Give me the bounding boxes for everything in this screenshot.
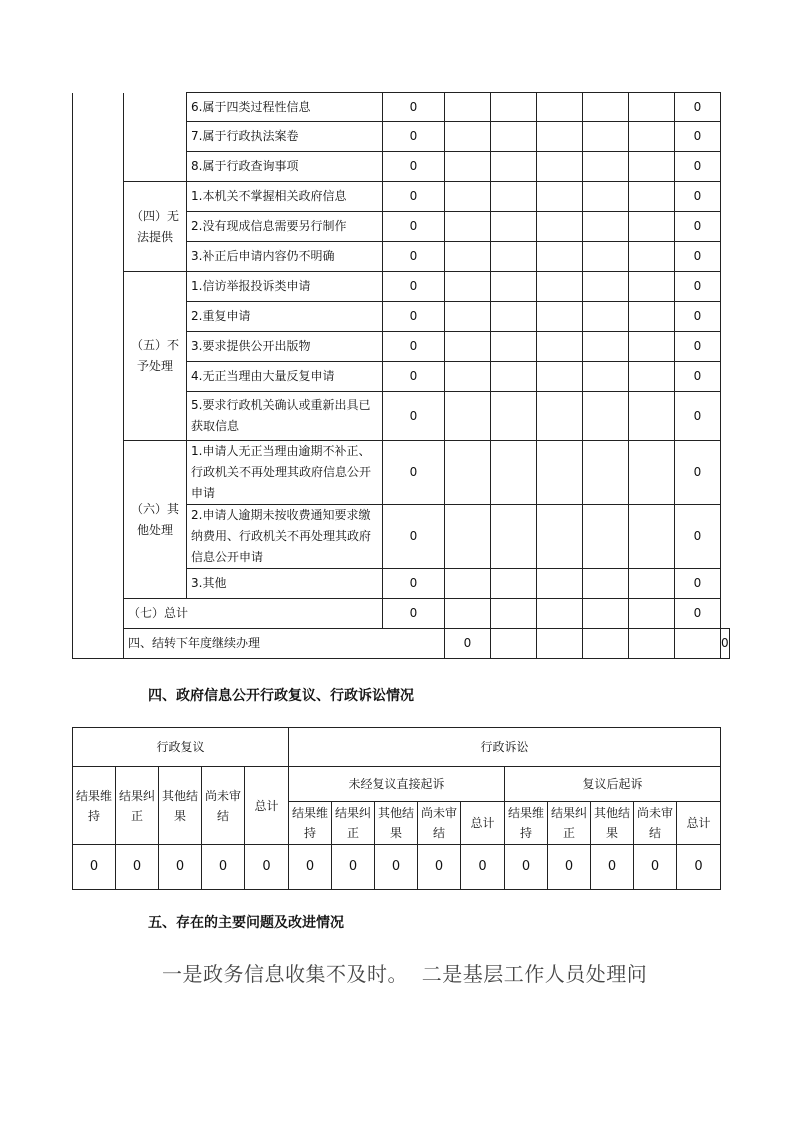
direct-col: 结果维持 [289, 802, 332, 845]
table-row [73, 182, 730, 212]
first-value-cell: 0 [383, 505, 445, 569]
values-row [73, 845, 721, 890]
empty-cell [629, 599, 675, 629]
table-row [73, 93, 730, 122]
last-value-cell: 0 [675, 182, 721, 212]
empty-cell [445, 392, 491, 441]
value-cell: 0 [202, 845, 245, 890]
first-value-cell: 0 [383, 441, 445, 505]
empty-cell [445, 441, 491, 505]
empty-cell [629, 441, 675, 505]
empty-cell [537, 392, 583, 441]
after-col: 尚未审结 [634, 802, 677, 845]
after-col: 结果维持 [505, 802, 548, 845]
value-cell: 0 [418, 845, 461, 890]
row-label: 2.重复申请 [187, 302, 383, 332]
empty-cell [445, 242, 491, 272]
direct-col: 其他结果 [375, 802, 418, 845]
group-label: （五）不予处理 [124, 272, 187, 441]
review-col: 结果纠正 [116, 767, 159, 845]
empty-cell [491, 569, 537, 599]
row-label: 4.无正当理由大量反复申请 [187, 362, 383, 392]
empty-cell [491, 441, 537, 505]
empty-cell [491, 182, 537, 212]
empty-cell [491, 93, 537, 122]
last-value-cell: 0 [675, 569, 721, 599]
empty-cell [537, 182, 583, 212]
after-col: 其他结果 [591, 802, 634, 845]
last-value-cell: 0 [675, 332, 721, 362]
empty-cell [445, 505, 491, 569]
empty-cell [629, 212, 675, 242]
carry-row [73, 629, 730, 659]
empty-cell [445, 182, 491, 212]
empty-cell [491, 152, 537, 182]
empty-cell [537, 93, 583, 122]
empty-cell [583, 182, 629, 212]
empty-cell [583, 272, 629, 302]
carry-last: 0 [721, 629, 730, 659]
total-last: 0 [675, 599, 721, 629]
empty-cell [537, 242, 583, 272]
empty-cell [445, 212, 491, 242]
review-header: 行政复议 [73, 728, 289, 767]
last-value-cell: 0 [675, 272, 721, 302]
empty-cell [537, 599, 583, 629]
group-label: （六）其他处理 [124, 441, 187, 599]
empty-cell [583, 302, 629, 332]
total-label: （七）总计 [124, 599, 383, 629]
empty-cell [629, 332, 675, 362]
value-cell: 0 [116, 845, 159, 890]
disposal-table [72, 92, 730, 659]
table-row [73, 272, 730, 302]
empty-cell [583, 93, 629, 122]
empty-cell [583, 242, 629, 272]
value-cell: 0 [548, 845, 591, 890]
empty-cell [537, 152, 583, 182]
empty-cell [537, 212, 583, 242]
empty-cell [491, 332, 537, 362]
empty-cell [491, 242, 537, 272]
empty-cell [629, 362, 675, 392]
first-value-cell: 0 [383, 122, 445, 152]
row-label: 5.要求行政机关确认或重新出具已获取信息 [187, 392, 383, 441]
empty-cell [491, 212, 537, 242]
empty-cell [537, 441, 583, 505]
empty-cell [583, 362, 629, 392]
row-label: 7.属于行政执法案卷 [187, 122, 383, 152]
row-label: 1.申请人无正当理由逾期不补正、行政机关不再处理其政府信息公开申请 [187, 441, 383, 505]
empty-cell [537, 569, 583, 599]
empty-cell [537, 362, 583, 392]
value-cell: 0 [375, 845, 418, 890]
row-label: 3.其他 [187, 569, 383, 599]
empty-cell [583, 152, 629, 182]
empty-cell [583, 505, 629, 569]
empty-cell [629, 152, 675, 182]
group-cell [124, 93, 187, 182]
group-label: （四）无法提供 [124, 182, 187, 272]
empty-cell [537, 302, 583, 332]
empty-cell [445, 332, 491, 362]
last-value-cell: 0 [675, 93, 721, 122]
empty-cell [445, 569, 491, 599]
litigation-header: 行政诉讼 [289, 728, 721, 767]
empty-cell [537, 122, 583, 152]
empty-cell [583, 332, 629, 362]
empty-cell [583, 212, 629, 242]
empty-cell [629, 302, 675, 332]
direct-col: 结果纠正 [332, 802, 375, 845]
value-cell: 0 [245, 845, 289, 890]
after-review-header: 复议后起诉 [505, 767, 721, 802]
row-label: 2.申请人逾期未按收费通知要求缴纳费用、行政机关不再处理其政府信息公开申请 [187, 505, 383, 569]
empty-cell [491, 392, 537, 441]
empty-cell [583, 122, 629, 152]
total-row [73, 599, 730, 629]
empty-cell [445, 93, 491, 122]
first-value-cell: 0 [383, 362, 445, 392]
review-col: 尚未审结 [202, 767, 245, 845]
value-cell: 0 [289, 845, 332, 890]
empty-cell [629, 629, 675, 659]
total-first: 0 [383, 599, 445, 629]
section5-text: 一是政务信息收集不及时。 二是基层工作人员处理问 [162, 962, 648, 986]
value-cell: 0 [634, 845, 677, 890]
review-col: 其他结果 [159, 767, 202, 845]
value-cell: 0 [332, 845, 375, 890]
empty-cell [629, 242, 675, 272]
last-value-cell: 0 [675, 152, 721, 182]
empty-cell [491, 302, 537, 332]
empty-cell [445, 362, 491, 392]
outer-blank-cell [73, 93, 124, 659]
empty-cell [629, 272, 675, 302]
empty-cell [583, 392, 629, 441]
row-label: 2.没有现成信息需要另行制作 [187, 212, 383, 242]
empty-cell [675, 629, 721, 659]
row-label: 8.属于行政查询事项 [187, 152, 383, 182]
empty-cell [537, 505, 583, 569]
empty-cell [491, 505, 537, 569]
empty-cell [491, 122, 537, 152]
empty-cell [583, 629, 629, 659]
empty-cell [583, 599, 629, 629]
last-value-cell: 0 [675, 441, 721, 505]
empty-cell [445, 599, 491, 629]
empty-cell [583, 569, 629, 599]
value-cell: 0 [159, 845, 202, 890]
row-label: 1.信访举报投诉类申请 [187, 272, 383, 302]
empty-cell [629, 505, 675, 569]
empty-cell [491, 362, 537, 392]
empty-cell [537, 629, 583, 659]
first-value-cell: 0 [383, 182, 445, 212]
value-cell: 0 [591, 845, 634, 890]
last-value-cell: 0 [675, 242, 721, 272]
first-value-cell: 0 [383, 569, 445, 599]
carry-label: 四、结转下年度继续办理 [124, 629, 445, 659]
first-value-cell: 0 [383, 272, 445, 302]
review-col: 结果维持 [73, 767, 116, 845]
last-value-cell: 0 [675, 302, 721, 332]
empty-cell [445, 152, 491, 182]
table-row [73, 441, 730, 505]
row-label: 3.要求提供公开出版物 [187, 332, 383, 362]
after-col: 总计 [677, 802, 721, 845]
row-label: 1.本机关不掌握相关政府信息 [187, 182, 383, 212]
empty-cell [583, 441, 629, 505]
empty-cell [445, 122, 491, 152]
last-value-cell: 0 [675, 392, 721, 441]
empty-cell [491, 599, 537, 629]
disposal-table-body [73, 93, 730, 659]
direct-suit-header: 未经复议直接起诉 [289, 767, 505, 802]
section4-title: 四、政府信息公开行政复议、行政诉讼情况 [148, 688, 414, 704]
review-col: 总计 [245, 767, 289, 845]
empty-cell [629, 93, 675, 122]
empty-cell [491, 272, 537, 302]
empty-cell [629, 569, 675, 599]
empty-cell [629, 122, 675, 152]
direct-col: 总计 [461, 802, 505, 845]
last-value-cell: 0 [675, 122, 721, 152]
value-cell: 0 [73, 845, 116, 890]
empty-cell [629, 392, 675, 441]
first-value-cell: 0 [383, 332, 445, 362]
empty-cell [537, 272, 583, 302]
first-value-cell: 0 [383, 392, 445, 441]
empty-cell [445, 272, 491, 302]
carry-first: 0 [445, 629, 491, 659]
section5-title: 五、存在的主要问题及改进情况 [148, 915, 344, 931]
row-label: 3.补正后申请内容仍不明确 [187, 242, 383, 272]
value-cell: 0 [461, 845, 505, 890]
direct-col: 尚未审结 [418, 802, 461, 845]
value-cell: 0 [677, 845, 721, 890]
first-value-cell: 0 [383, 152, 445, 182]
first-value-cell: 0 [383, 242, 445, 272]
after-col: 结果纠正 [548, 802, 591, 845]
first-value-cell: 0 [383, 302, 445, 332]
row-label: 6.属于四类过程性信息 [187, 93, 383, 122]
first-value-cell: 0 [383, 212, 445, 242]
first-value-cell: 0 [383, 93, 445, 122]
empty-cell [629, 182, 675, 212]
empty-cell [445, 302, 491, 332]
last-value-cell: 0 [675, 362, 721, 392]
last-value-cell: 0 [675, 212, 721, 242]
empty-cell [537, 332, 583, 362]
empty-cell [491, 629, 537, 659]
value-cell: 0 [505, 845, 548, 890]
last-value-cell: 0 [675, 505, 721, 569]
review-litigation-table [72, 727, 721, 890]
